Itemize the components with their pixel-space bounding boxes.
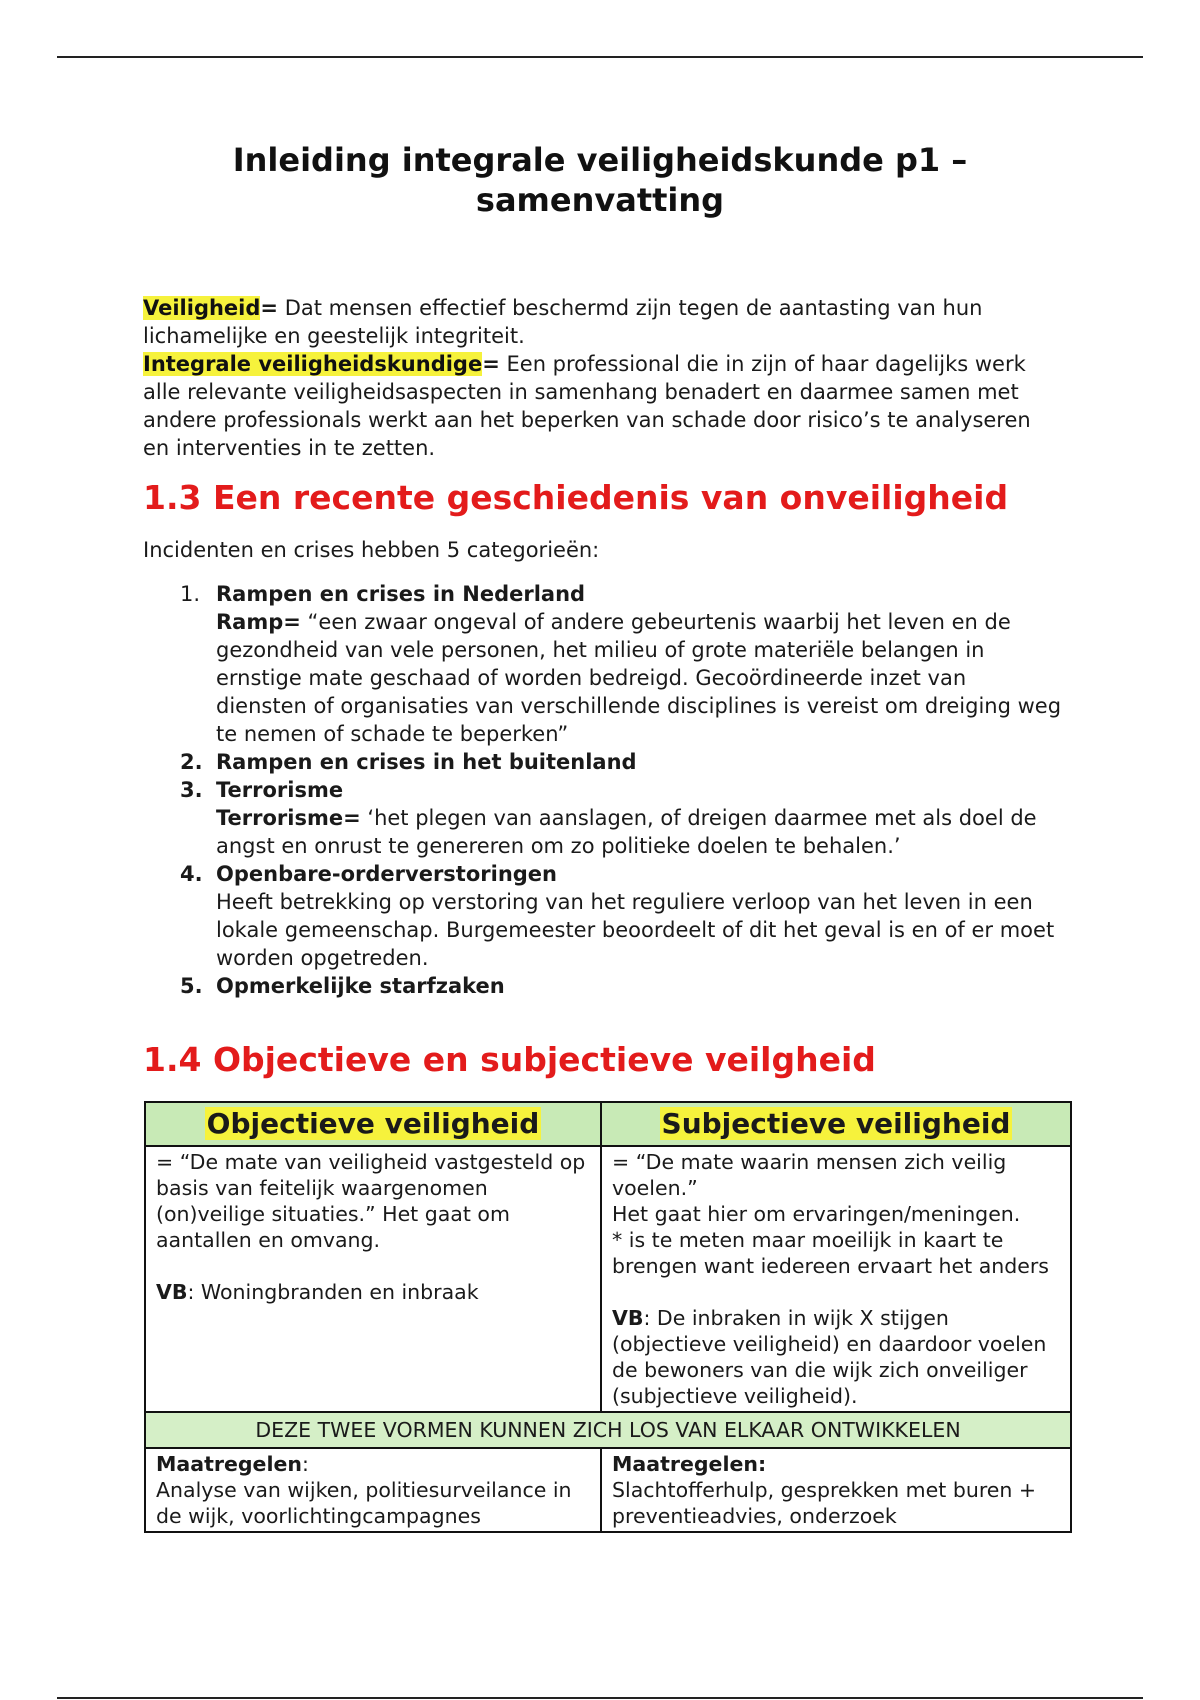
section-heading-1-4: 1.4 Objectieve en subjectieve veilgheid [143, 1040, 876, 1079]
definition-term: Integrale veiligheidskundige [143, 352, 483, 376]
list-number: 2. [180, 750, 203, 774]
list-item-title: Openbare-orderverstoringen [216, 862, 557, 886]
header-subjectieve: Subjectieve veiligheid [601, 1102, 1071, 1146]
cell-middle-note: DEZE TWEE VORMEN KUNNEN ZICH LOS VAN ELKAAR ONTWIKKELEN [145, 1412, 1071, 1448]
page-title [143, 140, 1057, 220]
list-item [143, 860, 1063, 972]
definition-integrale-veiligheidskundige [143, 350, 1063, 462]
list-number: 3. [180, 778, 203, 802]
definition-sep: = [260, 296, 279, 320]
list-item-title: Rampen en crises in het buitenland [216, 750, 637, 774]
header-objectieve: Objectieve veiligheid [145, 1102, 601, 1146]
list-item-title: Rampen en crises in Nederland [216, 582, 586, 606]
list-item [143, 972, 1063, 1000]
cell-objectieve-measures: Maatregelen: Analyse van wijken, politiesurveilance in de wijk, voorlichtingcampagnes [145, 1448, 601, 1532]
list-number: 1. [180, 582, 201, 606]
table-row [145, 1146, 1071, 1412]
definition-sep: = [482, 352, 500, 376]
definition-term: Veiligheid [143, 296, 261, 320]
list-item [143, 748, 1063, 776]
table-row [145, 1412, 1071, 1448]
list-item [143, 776, 1063, 860]
table-row [145, 1448, 1071, 1532]
definitions [143, 294, 1063, 462]
definition-text: Een professional die in zijn of haar dagelijks werk alle relevante veiligheidsaspecten in samenhang benadert en daarmee samen met andere professionals werkt aan het beperken van schade door risico’s te analyseren en interventies in te zetten. [143, 352, 1031, 460]
comparison-table [144, 1101, 1072, 1533]
table-header-row [145, 1102, 1071, 1146]
section-intro: Incidenten en crises hebben 5 categorieën: [143, 538, 600, 562]
title-line-1: Inleiding integrale veiligheidskunde p1 – [232, 141, 968, 179]
list-item-text: Heeft betrekking op verstoring van het reguliere verloop van het leven in een lokale gemeenschap. Burgemeester beoordeelt of dit het geval is en of er moet worden opgetreden. [216, 890, 1055, 970]
cell-objectieve-definition: = “De mate van veiligheid vastgesteld op basis van feitelijk waargenomen (on)veilige situaties.” Het gaat om aantallen en omvang. VB: Woningbranden en inbraak [145, 1146, 601, 1412]
top-rule [57, 56, 1143, 58]
section-heading-1-3: 1.3 Een recente geschiedenis van onveiligheid [143, 478, 1009, 517]
bottom-rule [57, 1697, 1143, 1699]
list-item-title: Terrorisme [216, 778, 344, 802]
definition-text: Dat mensen effectief beschermd zijn tegen de aantasting van hun lichamelijke en geestelijk integriteit. [143, 296, 983, 348]
cell-subjectieve-definition: = “De mate waarin mensen zich veilig voelen.” Het gaat hier om ervaringen/meningen. * is te meten maar moeilijk in kaart te brengen want iedereen ervaart het anders VB: De inbraken in wijk X stijgen (objectieve veiligheid) en daardoor voelen de bewoners van die wijk zich onveiliger (subjectieve veiligheid). [601, 1146, 1071, 1412]
list-item-definition: Terrorisme= ‘het plegen van aanslagen, of dreigen daarmee met als doel de angst en onrust te genereren om zo politieke doelen te behalen.’ [216, 806, 1037, 858]
definition-veiligheid [143, 294, 1063, 350]
list-number: 5. [180, 974, 203, 998]
title-line-2: samenvatting [475, 181, 725, 219]
category-list [143, 580, 1063, 1000]
list-number: 4. [180, 862, 203, 886]
list-item-definition: Ramp= “een zwaar ongeval of andere gebeurtenis waarbij het leven en de gezondheid van vele personen, het milieu of grote materiële belangen in ernstige mate geschaad of worden bedreigd. Gecoördineerde inzet van diensten of organisaties van verschillende disciplines is vereist om dreiging weg te nemen of schade te beperken” [216, 610, 1062, 746]
list-item-title: Opmerkelijke starfzaken [216, 974, 505, 998]
cell-subjectieve-measures: Maatregelen: Slachtofferhulp, gesprekken met buren + preventieadvies, onderzoek [601, 1448, 1071, 1532]
list-item [143, 580, 1063, 748]
